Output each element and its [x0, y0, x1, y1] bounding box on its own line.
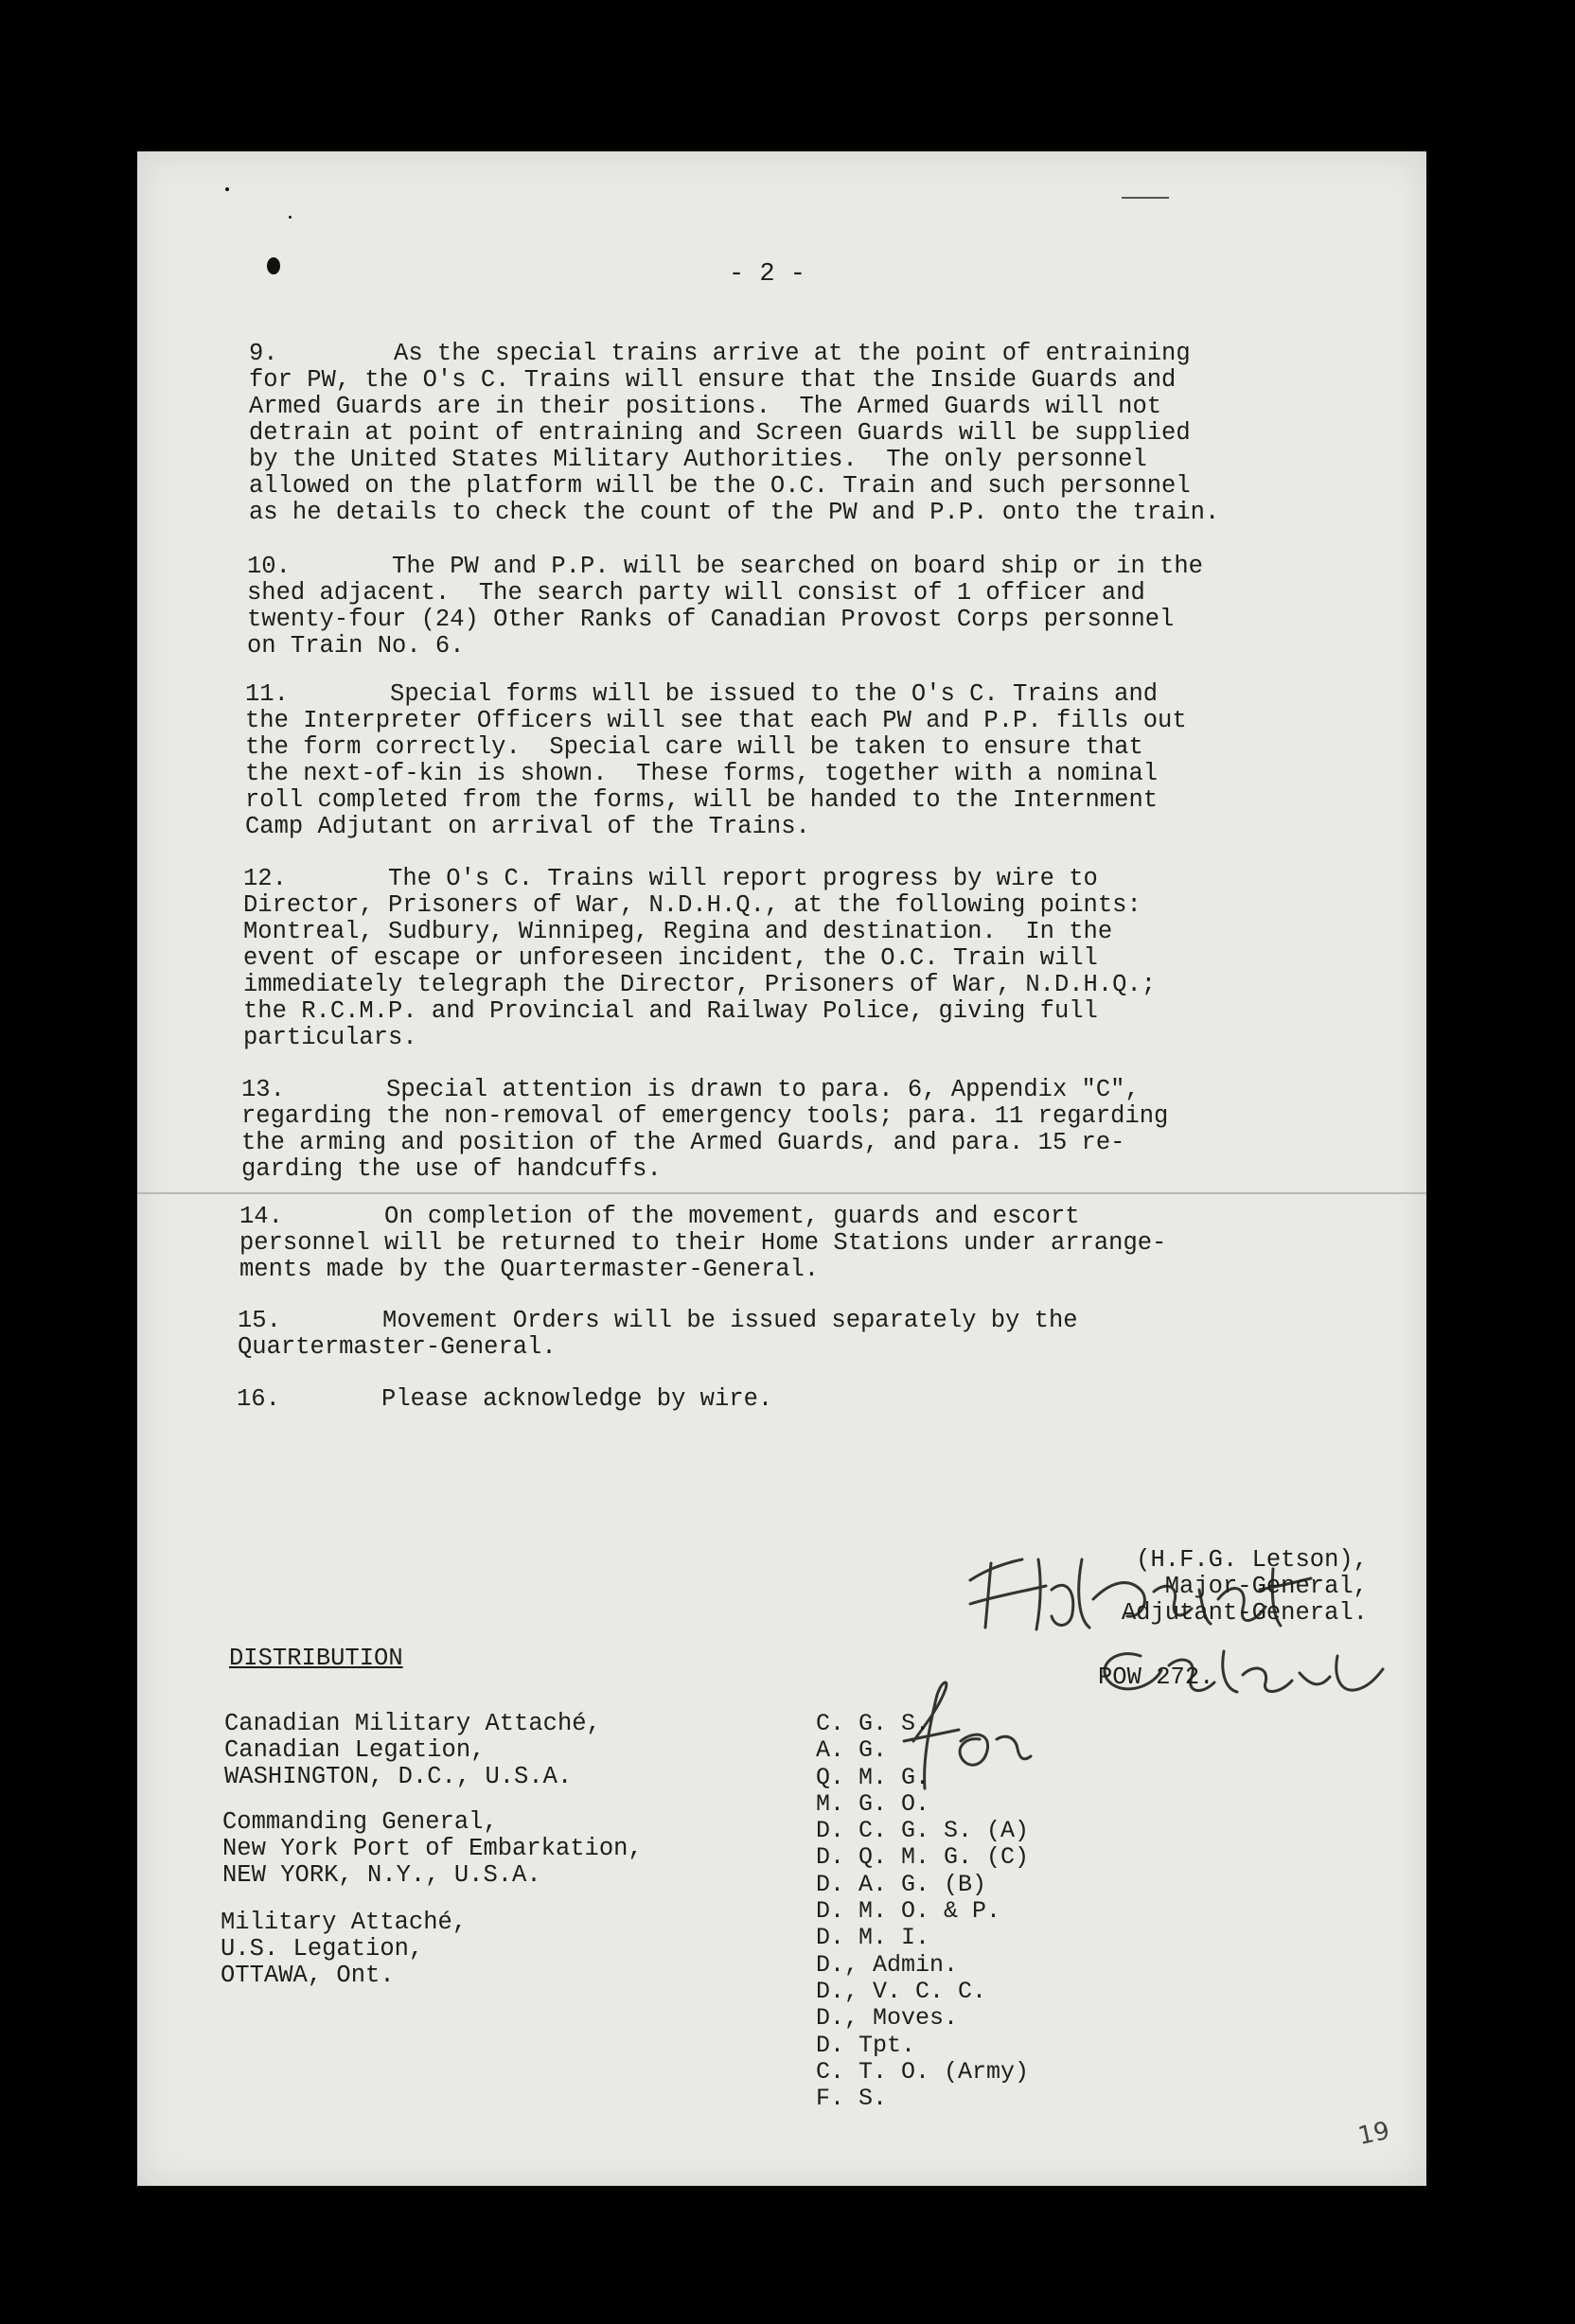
paragraph-line: personnel will be returned to their Home Stations under arrange-	[239, 1229, 1167, 1257]
paragraph-line: the R.C.M.P. and Provincial and Railway Police, giving full	[243, 997, 1098, 1025]
paragraph-line: the next-of-kin is shown. These forms, together with a nominal	[245, 760, 1159, 787]
paragraph-line: 15. Movement Orders will be issued separately by the	[238, 1307, 1078, 1334]
address-line: OTTAWA, Ont.	[221, 1962, 395, 1989]
stray-mark	[1122, 197, 1169, 199]
distribution-code: A. G.	[816, 1736, 888, 1765]
paragraph-line: for PW, the O's C. Trains will ensure that the Inside Guards and	[249, 366, 1177, 394]
paragraph-10	[247, 554, 1496, 660]
paragraph-line: 10. The PW and P.P. will be searched on board ship or in the	[247, 553, 1203, 580]
address-line: Canadian Military Attaché,	[224, 1710, 601, 1737]
paragraph-line: as he details to check the count of the PW and P.P. onto the train.	[249, 499, 1220, 526]
distribution-code: D. Tpt.	[816, 2031, 916, 2059]
distribution-code: M. G. O.	[816, 1789, 930, 1818]
paragraph-12	[243, 866, 1493, 1051]
paragraph-13	[241, 1077, 1491, 1183]
address-block	[222, 1809, 643, 1889]
distribution-code: Q. M. G.	[816, 1763, 930, 1791]
distribution-code: D. C. G. S. (A)	[816, 1817, 1030, 1845]
paragraph-14	[239, 1204, 1489, 1283]
paragraph-line: twenty-four (24) Other Ranks of Canadian Provost Corps personnel	[247, 606, 1175, 633]
signatory-name: (H.F.G. Letson),	[1136, 1546, 1368, 1574]
address-line: New York Port of Embarkation,	[222, 1835, 643, 1862]
paragraph-15	[238, 1308, 1487, 1361]
paragraph-line: ments made by the Quartermaster-General.	[239, 1256, 820, 1283]
reference-number: POW 272.	[1098, 1664, 1214, 1691]
page-number: - 2 -	[729, 260, 806, 289]
distribution-code: D. Q. M. G. (C)	[816, 1843, 1030, 1872]
document-page	[137, 151, 1426, 2186]
signature-block	[951, 1547, 1368, 1627]
distribution-code: D., V. C. C.	[816, 1977, 987, 2005]
paragraph-line: garding the use of handcuffs.	[241, 1155, 662, 1183]
paragraph-line: Armed Guards are in their positions. The Armed Guards will not	[249, 393, 1162, 420]
address-line: Military Attaché,	[221, 1909, 468, 1936]
distribution-code: C. T. O. (Army)	[816, 2057, 1030, 2086]
distribution-code: D., Moves.	[816, 2004, 959, 2033]
paragraph-line: Quartermaster-General.	[238, 1333, 557, 1361]
address-line: U.S. Legation,	[221, 1935, 424, 1963]
paragraph-line: 12. The O's C. Trains will report progress by wire to	[243, 865, 1098, 892]
ink-speck	[225, 187, 229, 191]
paragraph-11	[245, 681, 1495, 840]
address-line: Commanding General,	[222, 1808, 498, 1836]
page-fold-line	[137, 1192, 1426, 1194]
paragraph-line: by the United States Military Authorities. The only personnel	[249, 446, 1147, 473]
distribution-code: D. A. G. (B)	[816, 1870, 987, 1898]
paragraph-line: the Interpreter Officers will see that each PW and P.P. fills out	[245, 707, 1187, 734]
paragraph-line: 14. On completion of the movement, guards and escort	[239, 1203, 1080, 1230]
paragraph-line: on Train No. 6.	[247, 632, 465, 660]
paragraph-line: 11. Special forms will be issued to the O's C. Trains and	[245, 680, 1159, 708]
handwritten-page-mark: 19	[1355, 2116, 1392, 2152]
address-line: Canadian Legation,	[224, 1736, 486, 1764]
paragraph-line: Director, Prisoners of War, N.D.H.Q., at the following points:	[243, 891, 1141, 919]
paragraph-line: 16. Please acknowledge by wire.	[237, 1385, 773, 1413]
ink-spot	[267, 257, 280, 274]
paragraph-line: 13. Special attention is drawn to para. 6, Appendix "C",	[241, 1076, 1140, 1103]
paragraph-9	[249, 341, 1498, 526]
paragraph-line: detrain at point of entraining and Screen Guards will be supplied	[249, 419, 1191, 447]
signatory-title: Adjutant-General.	[1121, 1599, 1368, 1627]
address-line: NEW YORK, N.Y., U.S.A.	[222, 1861, 541, 1889]
paragraph-line: 9. As the special trains arrive at the point of entraining	[249, 340, 1191, 367]
distribution-codes	[816, 1711, 1029, 2112]
paragraph-line: Montreal, Sudbury, Winnipeg, Regina and destination. In the	[243, 918, 1113, 945]
address-block	[221, 1910, 467, 1989]
distribution-code: C. G. S.	[816, 1710, 930, 1737]
paragraph-line: Camp Adjutant on arrival of the Trains.	[245, 813, 810, 840]
address-block	[224, 1711, 601, 1790]
distribution-code: D., Admin.	[816, 1950, 959, 1979]
paragraph-line: immediately telegraph the Director, Prisoners of War, N.D.H.Q.;	[243, 971, 1157, 998]
paragraph-16	[237, 1386, 1486, 1413]
paragraph-line: regarding the non-removal of emergency tools; para. 11 regarding	[241, 1102, 1169, 1130]
distribution-code: D. M. I.	[816, 1924, 930, 1952]
ink-speck	[289, 216, 292, 219]
paragraph-line: particulars.	[243, 1024, 417, 1051]
paragraph-line: the form correctly. Special care will be taken to ensure that	[245, 733, 1143, 761]
paragraph-line: the arming and position of the Armed Guards, and para. 15 re-	[241, 1129, 1125, 1156]
paragraph-line: shed adjacent. The search party will consist of 1 officer and	[247, 579, 1145, 607]
distribution-heading: DISTRIBUTION	[229, 1645, 403, 1672]
paragraph-line: event of escape or unforeseen incident, the O.C. Train will	[243, 944, 1098, 972]
distribution-code: D. M. O. & P.	[816, 1897, 1001, 1926]
paragraph-line: roll completed from the forms, will be handed to the Internment	[245, 786, 1159, 814]
signatory-rank: Major-General,	[1164, 1573, 1368, 1600]
address-line: WASHINGTON, D.C., U.S.A.	[224, 1763, 573, 1790]
paragraph-line: allowed on the platform will be the O.C. Train and such personnel	[249, 472, 1191, 500]
distribution-code: F. S.	[816, 2085, 888, 2113]
